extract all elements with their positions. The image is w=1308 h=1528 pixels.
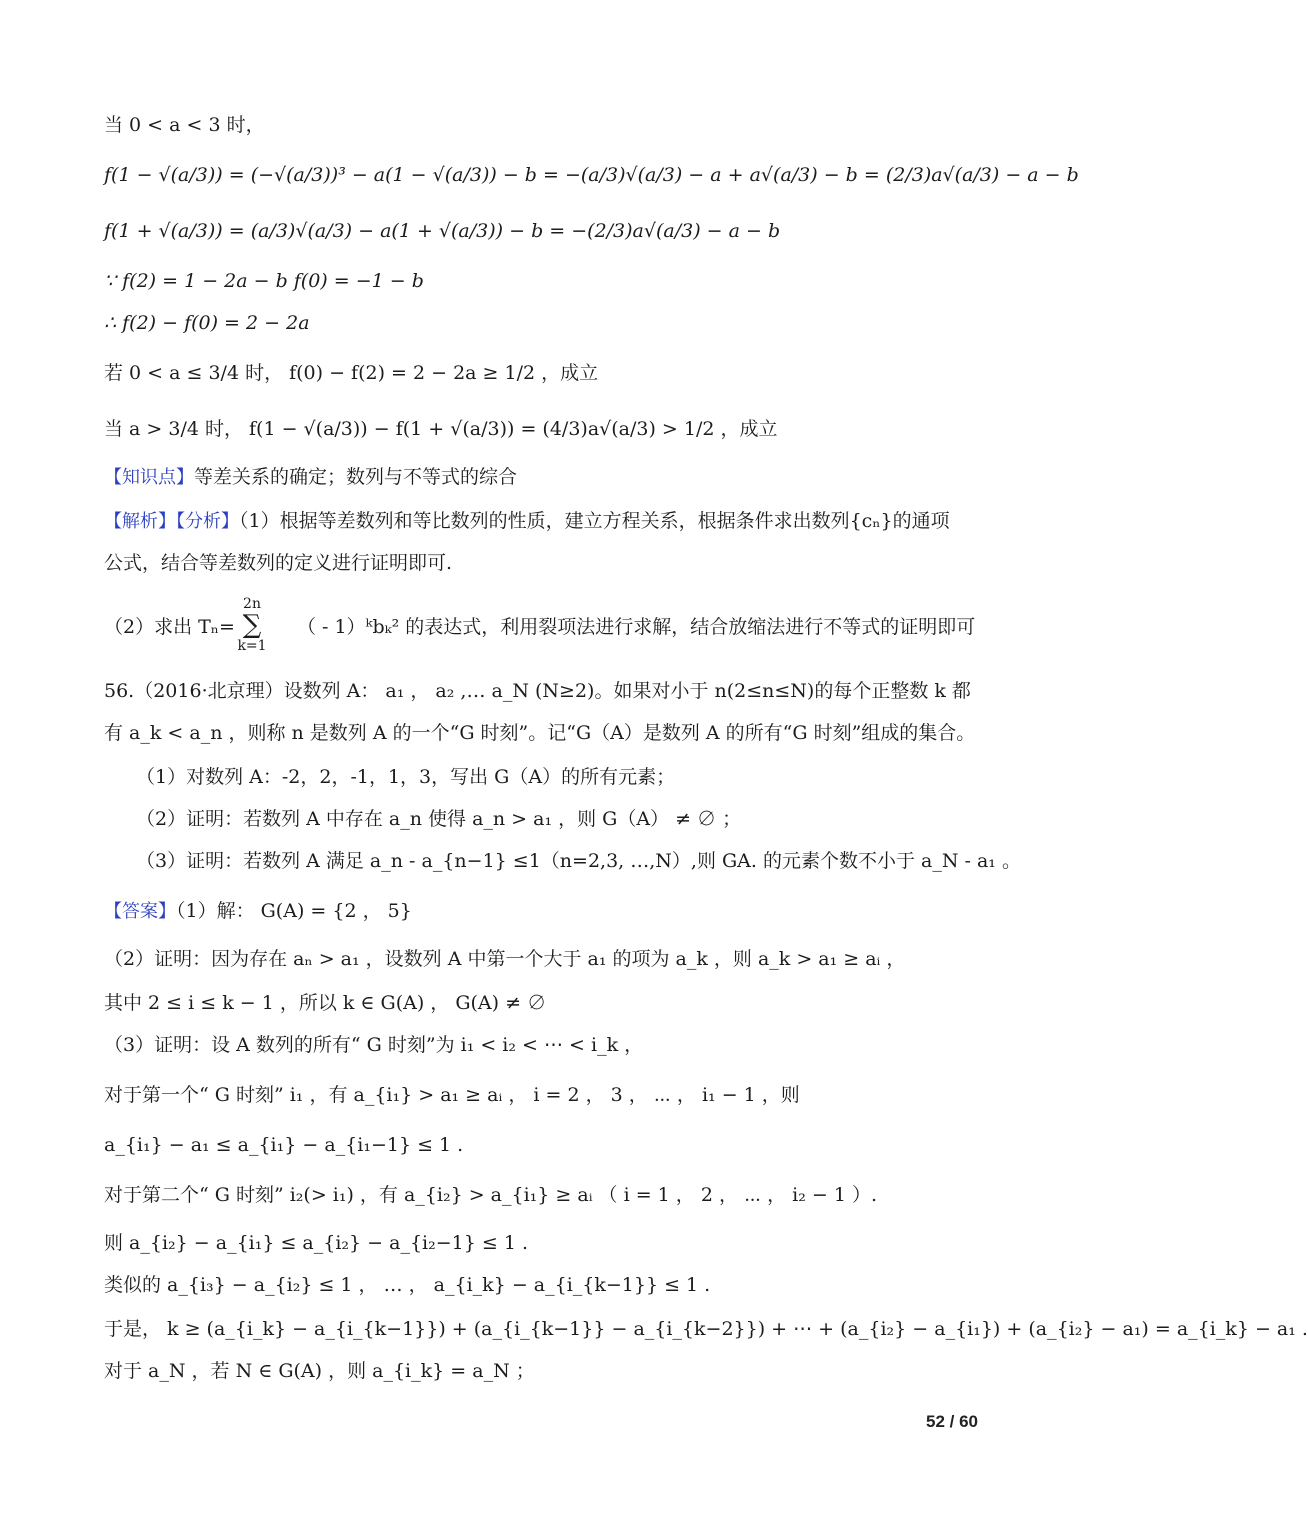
text-line: 当 0 < a < 3 时， <box>104 114 265 136</box>
question-part: （3）证明：若数列 A 满足 a_n - a_{n−1} ≤1（n=2,3, …,N）,则 GA. 的元素个数不小于 a_N - a₁ 。 <box>136 850 1021 872</box>
answer-line: 对于第二个“ G 时刻” i₂(> i₁) ，有 a_{i₂} > a_{i₁} ≥ aᵢ （ i = 1 ， 2 ， ⋯ ， i₂ − 1 ）. <box>104 1184 878 1206</box>
analysis-tag: 【解析】【分析】 <box>104 511 239 532</box>
question-line: 56.（2016·北京理）设数列 A： a₁ ， a₂ ,… a_N (N≥2)。如果对小于 n(2≤n≤N)的每个正整数 k 都 <box>104 680 971 702</box>
analysis-line: 公式，结合等差数列的定义进行证明即可. <box>104 552 453 574</box>
question-part: （1）对数列 A：-2，2，-1，1，3，写出 G（A）的所有元素； <box>136 766 676 788</box>
answer-line <box>104 898 984 925</box>
answer-line: （3）证明：设 A 数列的所有“ G 时刻”为 i₁ < i₂ < ⋯ < i_k ， <box>104 1034 644 1056</box>
knowledge-tag: 【知识点】 <box>104 467 194 488</box>
answer-line: a_{i₁} − a₁ ≤ a_{i₁} − a_{i₁−1} ≤ 1 . <box>104 1134 464 1156</box>
answer-line: 对于 a_N ，若 N ∈ G(A) ，则 a_{i_k} = a_N ； <box>104 1360 535 1382</box>
knowledge-point <box>104 464 984 491</box>
formula-line: f(1 + √(a/3)) = (a/3)√(a/3) − a(1 + √(a/3)) − b = −(2/3)a√(a/3) − a − b <box>104 220 781 242</box>
analysis-text: （2）求出 Tₙ= <box>104 616 235 638</box>
analysis-line <box>104 508 984 535</box>
sum-lower: k=1 <box>237 638 267 654</box>
answer-line: 其中 2 ≤ i ≤ k − 1 ，所以 k ∈ G(A) ， G(A) ≠ ∅ <box>104 992 547 1014</box>
formula-line: ∴ f(2) − f(0) = 2 − 2a <box>104 312 310 334</box>
text-line: 当 a > 3/4 时， f(1 − √(a/3)) − f(1 + √(a/3)) = (4/3)a√(a/3) > 1/2 ，成立 <box>104 418 778 440</box>
answer-line: 类似的 a_{i₃} − a_{i₂} ≤ 1 ， … ， a_{i_k} − a_{i_{k−1}} ≤ 1 . <box>104 1274 711 1296</box>
summation-symbol <box>236 596 268 654</box>
sum-sign: ∑ <box>242 610 262 640</box>
answer-text: （1）解： G(A) = {2 ， 5} <box>176 900 412 922</box>
answer-line: （2）证明：因为存在 aₙ > a₁ ，设数列 A 中第一个大于 a₁ 的项为 a_k ，则 a_k > a₁ ≥ aᵢ ， <box>104 948 906 970</box>
answer-line: 对于第一个“ G 时刻” i₁ ，有 a_{i₁} > a₁ ≥ aᵢ ， i = 2 ， 3 ， ⋯ ， i₁ − 1 ，则 <box>104 1084 800 1106</box>
answer-line: 于是， k ≥ (a_{i_k} − a_{i_{k−1}}) + (a_{i_{k−1}} − a_{i_{k−2}}) + ⋯ + (a_{i₂} − a_{i₁}) + (a_{i₂} − a₁) = a_{i_k} − a₁ . <box>104 1318 1308 1340</box>
text-line: 若 0 < a ≤ 3/4 时， f(0) − f(2) = 2 − 2a ≥ 1/2 ，成立 <box>104 362 599 384</box>
answer-tag: 【答案】 <box>104 901 176 922</box>
formula-line: ∵ f(2) = 1 − 2a − b f(0) = −1 − b <box>104 270 424 292</box>
sum-upper: 2n <box>243 596 261 612</box>
page-number: 52 / 60 <box>926 1412 978 1431</box>
analysis-text: （ - 1）ᵏbₖ² 的表达式，利用裂项法进行求解，结合放缩法进行不等式的证明即可 <box>296 616 976 638</box>
answer-line: 则 a_{i₂} − a_{i₁} ≤ a_{i₂} − a_{i₂−1} ≤ 1 . <box>104 1232 529 1254</box>
knowledge-text: 等差关系的确定；数列与不等式的综合 <box>194 466 518 488</box>
question-line: 有 a_k < a_n ，则称 n 是数列 A 的一个“G 时刻”。记“G（A）是数列 A 的所有“G 时刻”组成的集合。 <box>104 722 976 744</box>
question-part: （2）证明：若数列 A 中存在 a_n 使得 a_n > a₁ ，则 G（A） ≠ ∅ ； <box>136 808 742 830</box>
formula-line: f(1 − √(a/3)) = (−√(a/3))³ − a(1 − √(a/3)) − b = −(a/3)√(a/3) − a + a√(a/3) − b = (2/3)a√(a/3) − a − b <box>104 164 1079 186</box>
analysis-text: （1）根据等差数列和等比数列的性质，建立方程关系，根据条件求出数列{cₙ}的通项 <box>239 510 950 532</box>
